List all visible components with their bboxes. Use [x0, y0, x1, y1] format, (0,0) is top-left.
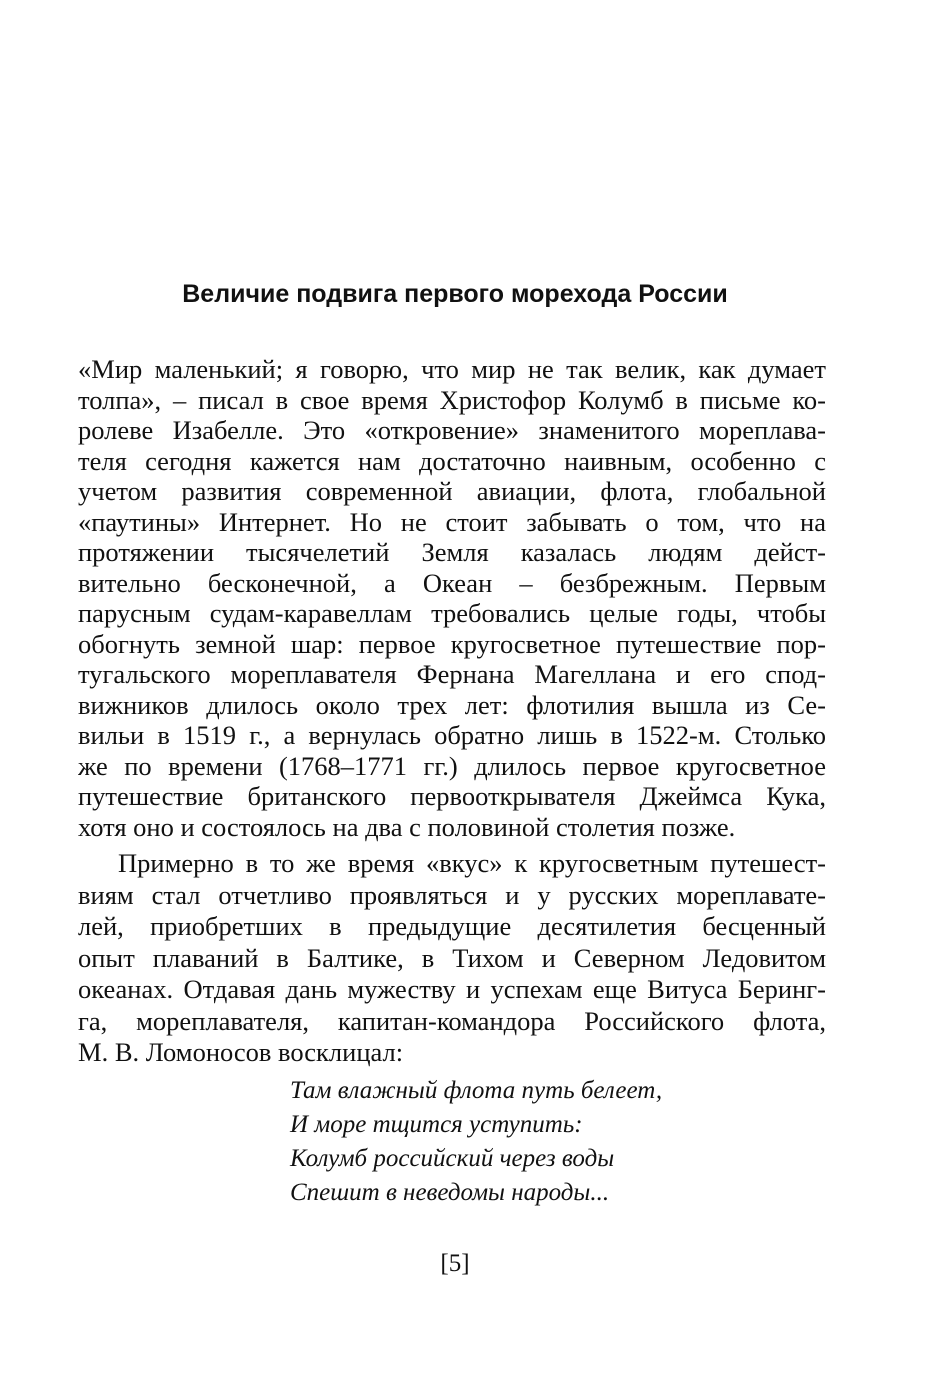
text-line: же по времени (1768–1771 гг.) длилось первое кругосветное	[78, 750, 826, 781]
text-line: вительно бесконечной, а Океан – безбрежным. Первым	[78, 567, 826, 598]
text-line: М. В. Ломоносов восклицал:	[78, 1037, 404, 1067]
text-line: теля сегодня кажется нам достаточно наивным, особенно с	[78, 445, 826, 476]
text-line: океанах. Отдавая дань мужеству и успехам еще Витуса Беринг-	[78, 974, 826, 1004]
text-line: обогнуть земной шар: первое кругосветное путешествие пор-	[78, 628, 826, 659]
text-line: ролеве Изабелле. Это «откровение» знаменитого мореплава-	[78, 415, 826, 445]
text-line: виям стал отчетливо проявляться и у русских мореплавате-	[78, 879, 826, 910]
text-line: толпа», – писал в свое время Христофор Колумб в письме ко-	[78, 384, 826, 415]
paragraph-2	[78, 848, 826, 1069]
text-line: Примерно в то же время «вкус» к кругосветным путешест-	[118, 848, 826, 878]
text-line: «паутины» Интернет. Но не стоит забывать о том, что на	[78, 506, 826, 537]
poem-line: И море тщится уступить:	[290, 1111, 583, 1138]
text-line: протяжении тысячелетий Земля казалась людям дейст-	[78, 537, 826, 567]
poem-line: Спешит в неведомы народы...	[290, 1179, 610, 1206]
poem-quote	[290, 1074, 662, 1210]
poem-line: Колумб российский через воды	[290, 1145, 615, 1172]
poem-line: Там влажный флота путь белеет,	[290, 1077, 663, 1104]
text-line: опыт плаваний в Балтике, в Тихом и Северном Ледовитом	[78, 942, 826, 973]
page-title: Величие подвига первого морехода России	[182, 280, 728, 308]
text-line: га, мореплавателя, капитан-командора Российского флота,	[78, 1005, 826, 1036]
text-line: «Мир маленький; я говорю, что мир не так велик, как думает	[78, 354, 826, 384]
paragraph-1	[78, 354, 826, 842]
text-line: тугальского мореплавателя Фернана Магеллана и его спод-	[78, 659, 826, 689]
text-line: парусным судам-каравеллам требовались целые годы, чтобы	[78, 598, 826, 628]
text-line: хотя оно и состоялось на два с половиной столетия позже.	[78, 811, 736, 842]
text-line: вижников длилось около трех лет: флотилия вышла из Се-	[78, 689, 826, 720]
text-line: лей, приобретших в предыдущие десятилетия бесценный	[78, 911, 826, 941]
page-number: [5]	[440, 1250, 470, 1277]
text-line: путешествие британского первооткрывателя Джеймса Кука,	[78, 781, 826, 811]
text-line: вильи в 1519 г., а вернулась обратно лишь в 1522-м. Столько	[78, 720, 826, 750]
text-line: учетом развития современной авиации, флота, глобальной	[78, 476, 826, 506]
